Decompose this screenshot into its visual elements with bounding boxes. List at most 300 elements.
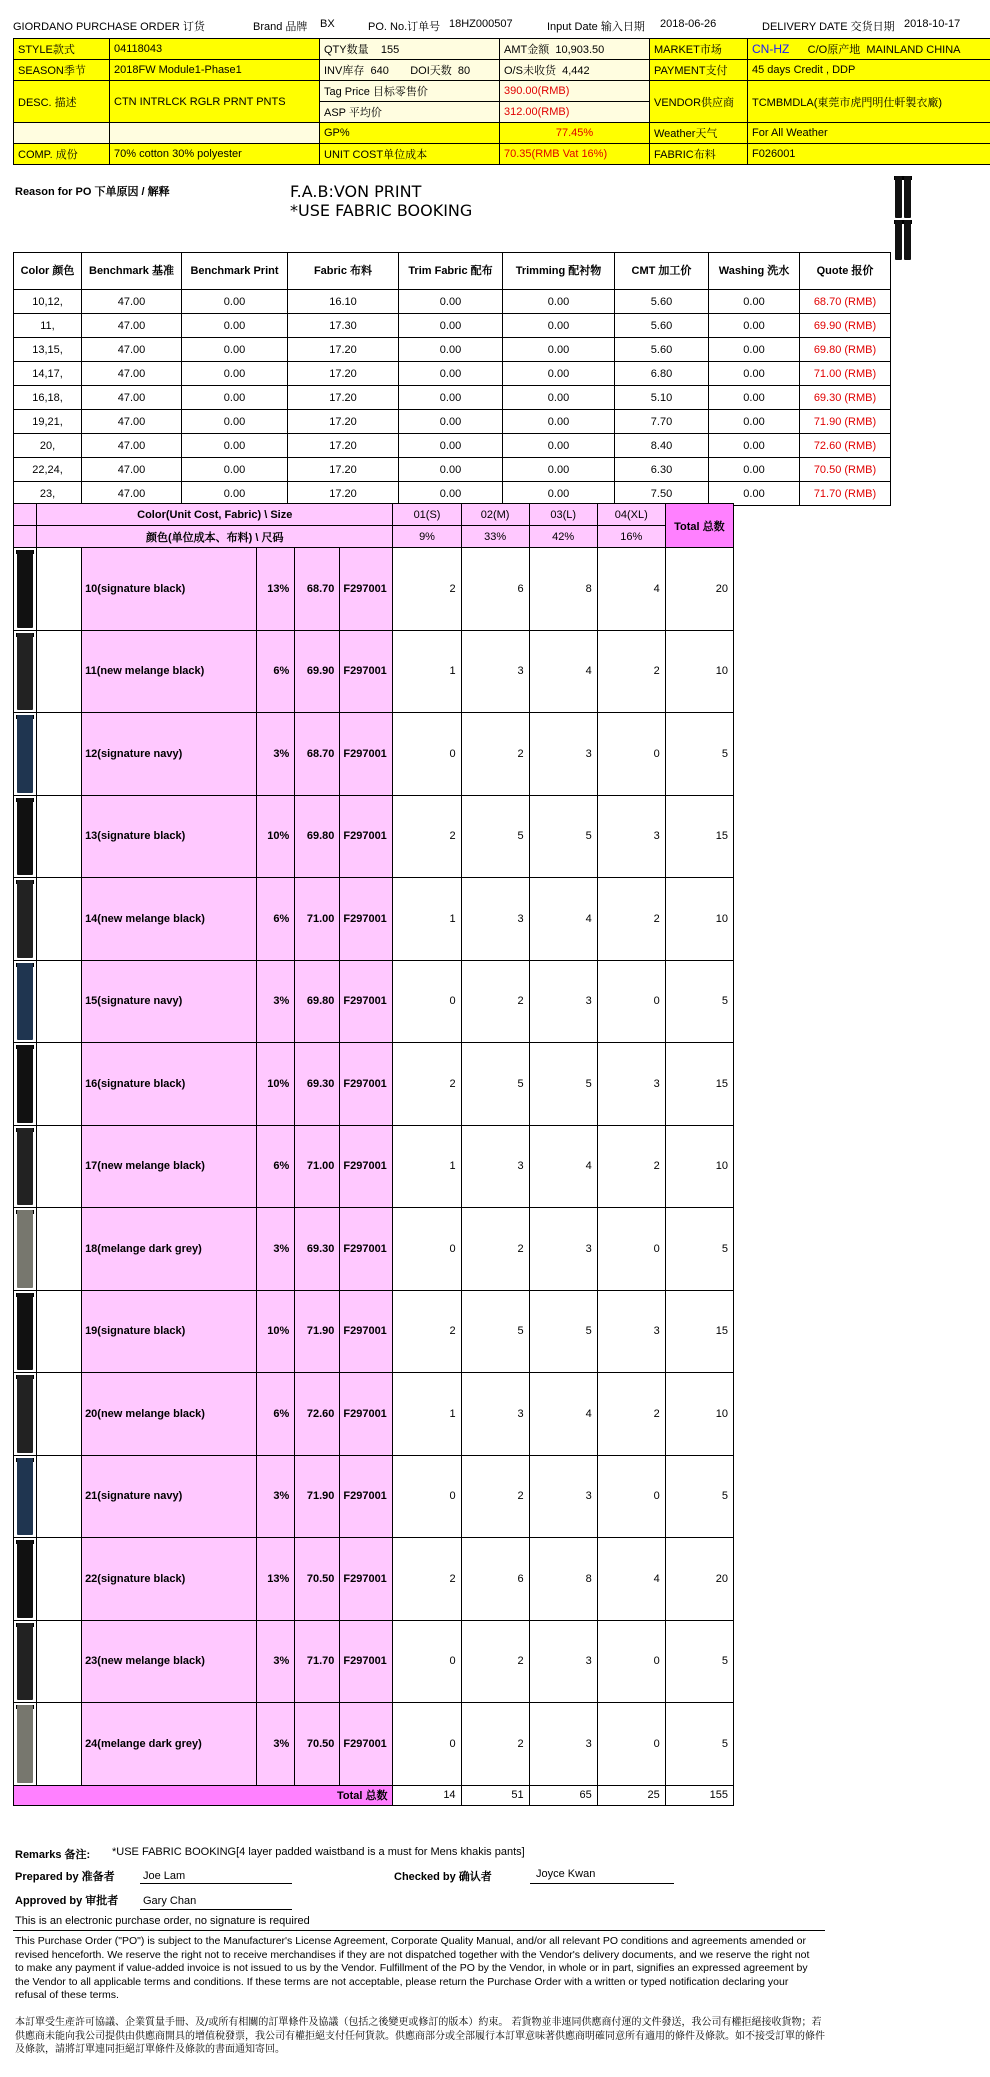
cost-cell: 0.00 xyxy=(709,482,800,506)
size-row-total: 5 xyxy=(665,1455,733,1538)
size-qty: 2 xyxy=(393,1290,461,1373)
cost-cell: 0.00 xyxy=(182,290,288,314)
cost-header-cell: Trimming 配衬物 xyxy=(503,253,615,290)
desc-value: CTN INTRLCK RGLR PRNT PNTS xyxy=(110,81,320,123)
size-qty: 0 xyxy=(393,1455,461,1538)
cost-cell: 0.00 xyxy=(503,362,615,386)
co-value: MAINLAND CHINA xyxy=(866,44,961,56)
cost-cell: 0.00 xyxy=(503,290,615,314)
size-fabric-code: F297001 xyxy=(340,1455,393,1538)
cost-cell: 70.50 (RMB) xyxy=(800,458,891,482)
cost-row xyxy=(14,290,891,314)
size-color-pct: 10% xyxy=(257,1043,295,1126)
cost-row xyxy=(14,482,891,506)
pants-thumbnail-icon xyxy=(16,1458,34,1536)
size-color-pct: 6% xyxy=(257,878,295,961)
size-color-pct: 3% xyxy=(257,1620,295,1703)
cost-cell: 17.20 xyxy=(288,362,399,386)
cost-cell: 47.00 xyxy=(82,386,182,410)
pants-thumbnail-icon xyxy=(16,798,34,876)
size-qty: 2 xyxy=(461,1620,529,1703)
size-row-total: 5 xyxy=(665,1208,733,1291)
size-qty: 0 xyxy=(597,1703,665,1786)
size-total-value: 65 xyxy=(529,1785,597,1805)
size-color-pct: 3% xyxy=(257,713,295,796)
cost-cell: 17.30 xyxy=(288,314,399,338)
size-qty: 2 xyxy=(597,1125,665,1208)
po-no-value: 18HZ000507 xyxy=(449,18,513,30)
cost-cell: 0.00 xyxy=(709,458,800,482)
cost-cell: 0.00 xyxy=(399,434,503,458)
size-qty: 2 xyxy=(461,713,529,796)
size-color-pct: 3% xyxy=(257,1455,295,1538)
size-fabric-code: F297001 xyxy=(340,1703,393,1786)
cost-cell: 0.00 xyxy=(709,434,800,458)
cost-cell: 0.00 xyxy=(709,386,800,410)
size-row-total: 5 xyxy=(665,960,733,1043)
input-date-value: 2018-06-26 xyxy=(660,18,717,30)
legal-terms-en: This Purchase Order ("PO") is subject to the Manufacturer's License Agreement, Corporate Quality Manual, and/or all relevant PO conditions and agreements amended or revised henceforth. We reserve the right not to receive merchandises if they are not dispatched together with the Vendor's delivery documents, and we reserve the right not to make any payment if value-added invoice is not issued to us by the Vendor. Fulfillment of the PO by the Vendor, in whole or in part, signifies an expressed agreement by the Vendor to all applicable terms and conditions. If these terms are not acceptable, please return the Purchase Order with a written or typed notification declaring your refusal of these terms. xyxy=(15,1935,810,2001)
payment-label: PAYMENT支付 xyxy=(650,60,748,81)
size-color-name: 15(signature navy) xyxy=(82,960,257,1043)
cost-cell: 0.00 xyxy=(709,338,800,362)
size-unit-cost: 70.50 xyxy=(295,1538,340,1621)
style-value: 04118043 xyxy=(110,39,320,60)
size-row-total: 5 xyxy=(665,1703,733,1786)
cost-cell: 47.00 xyxy=(82,290,182,314)
legal-terms-cn: 本訂單受生產許可協議、企業質量手冊、及/或所有相關的訂單條件及協議（包括之後變更或修訂的版本）約束。 若貨物並非連同供應商付運的文件發送，我公司有權拒絕接收貨物；若供應商未能向我公司提供由供應商開具的增值稅發票，我公司有權拒絕支付任何貨款。供應商部分或全部履行本訂單意味著供應商明確同意所有適用的條件及條款。如不接受訂單的條件及條款，請將訂單連同拒絕訂單條件及條款的書面通知寄回。 xyxy=(15,2017,825,2055)
cost-cell: 69.80 (RMB) xyxy=(800,338,891,362)
size-qty: 5 xyxy=(461,1290,529,1373)
cost-cell: 5.10 xyxy=(615,386,709,410)
approved-name: Gary Chan xyxy=(143,1895,197,1907)
cost-cell: 8.40 xyxy=(615,434,709,458)
cost-cell: 0.00 xyxy=(399,290,503,314)
size-row-total: 15 xyxy=(665,795,733,878)
size-fabric-code: F297001 xyxy=(340,1290,393,1373)
cost-cell: 68.70 (RMB) xyxy=(800,290,891,314)
cost-cell: 0.00 xyxy=(182,314,288,338)
cost-cell: 7.50 xyxy=(615,482,709,506)
cost-cell: 0.00 xyxy=(503,386,615,410)
prepared-name: Joe Lam xyxy=(143,1870,186,1882)
product-thumbnail-back xyxy=(894,220,912,260)
cost-cell: 0.00 xyxy=(399,410,503,434)
approved-label: Approved by 审批者 xyxy=(15,1895,119,1907)
pants-thumbnail-icon xyxy=(16,963,34,1041)
cost-cell: 0.00 xyxy=(182,458,288,482)
comp-label: COMP. 成份 xyxy=(14,144,110,165)
size-qty: 3 xyxy=(529,713,597,796)
size-row xyxy=(14,960,734,1043)
gp-value: 77.45% xyxy=(500,123,650,144)
pants-thumbnail-icon xyxy=(16,550,34,628)
tag-price-label: Tag Price 目标零售价 xyxy=(320,81,500,102)
size-unit-cost: 69.80 xyxy=(295,960,340,1043)
cost-header-cell: Benchmark Print xyxy=(182,253,288,290)
cost-cell: 19,21, xyxy=(14,410,82,434)
comp-value: 70% cotton 30% polyester xyxy=(110,144,320,165)
po-no-label: PO. No.订单号 xyxy=(368,21,441,33)
size-fabric-code: F297001 xyxy=(340,795,393,878)
size-qty: 8 xyxy=(529,548,597,631)
amt-value: 10,903.50 xyxy=(555,44,605,56)
cost-cell: 0.00 xyxy=(182,338,288,362)
cost-cell: 71.00 (RMB) xyxy=(800,362,891,386)
size-qty: 4 xyxy=(529,878,597,961)
divider xyxy=(13,1930,825,1931)
gp-label: GP% xyxy=(320,123,500,144)
cost-cell: 5.60 xyxy=(615,314,709,338)
size-fabric-code: F297001 xyxy=(340,630,393,713)
size-color-pct: 6% xyxy=(257,1373,295,1456)
size-qty: 3 xyxy=(529,960,597,1043)
inv-value: 640 xyxy=(370,65,389,77)
size-unit-cost: 71.90 xyxy=(295,1290,340,1373)
size-qty: 0 xyxy=(597,1208,665,1291)
size-col-xl: 04(XL) xyxy=(597,504,665,526)
size-color-pct: 10% xyxy=(257,1290,295,1373)
size-row xyxy=(14,1455,734,1538)
size-qty: 5 xyxy=(461,1043,529,1126)
cost-cell: 47.00 xyxy=(82,338,182,362)
size-col-m: 02(M) xyxy=(461,504,529,526)
cost-cell: 22,24, xyxy=(14,458,82,482)
size-qty: 6 xyxy=(461,1538,529,1621)
cost-cell: 47.00 xyxy=(82,434,182,458)
size-qty: 3 xyxy=(461,1125,529,1208)
size-qty: 0 xyxy=(393,1208,461,1291)
size-qty: 2 xyxy=(461,1208,529,1291)
fab-line: *USE FABRIC BOOKING xyxy=(290,201,473,220)
cost-cell: 5.60 xyxy=(615,338,709,362)
fab-line: F.A.B:VON PRINT xyxy=(290,182,422,201)
size-unit-cost: 70.50 xyxy=(295,1703,340,1786)
size-row xyxy=(14,1208,734,1291)
cost-cell: 72.60 (RMB) xyxy=(800,434,891,458)
size-color-pct: 3% xyxy=(257,1208,295,1291)
size-fabric-code: F297001 xyxy=(340,1125,393,1208)
swatch-cell xyxy=(14,1538,37,1621)
size-qty: 1 xyxy=(393,1125,461,1208)
swatch-cell xyxy=(14,878,37,961)
size-fabric-code: F297001 xyxy=(340,1538,393,1621)
swatch-cell xyxy=(14,1703,37,1786)
checked-label: Checked by 确认者 xyxy=(394,1871,492,1883)
cost-cell: 0.00 xyxy=(709,410,800,434)
size-fabric-code: F297001 xyxy=(340,713,393,796)
doi-label: DOI天数 xyxy=(410,65,452,77)
size-row xyxy=(14,1373,734,1456)
checked-name: Joyce Kwan xyxy=(536,1868,596,1880)
size-unit-cost: 69.90 xyxy=(295,630,340,713)
electronic-note: This is an electronic purchase order, no signature is required xyxy=(15,1915,310,1927)
size-qty: 3 xyxy=(461,630,529,713)
cost-row xyxy=(14,362,891,386)
cost-cell: 0.00 xyxy=(709,314,800,338)
cost-cell: 71.70 (RMB) xyxy=(800,482,891,506)
size-unit-cost: 69.30 xyxy=(295,1208,340,1291)
asp-value: 312.00(RMB) xyxy=(500,102,650,123)
weather-label: Weather天气 xyxy=(650,123,748,144)
cost-row xyxy=(14,410,891,434)
unit-cost-value: 70.35(RMB Vat 16%) xyxy=(500,144,650,165)
size-row-total: 10 xyxy=(665,630,733,713)
pants-thumbnail-icon xyxy=(16,1705,34,1783)
size-row-total: 10 xyxy=(665,878,733,961)
cost-cell: 6.30 xyxy=(615,458,709,482)
swatch-cell xyxy=(14,1043,37,1126)
prepared-label: Prepared by 准备者 xyxy=(15,1871,115,1883)
swatch-cell xyxy=(14,1125,37,1208)
size-unit-cost: 71.00 xyxy=(295,1125,340,1208)
size-unit-cost: 69.30 xyxy=(295,1043,340,1126)
size-qty: 3 xyxy=(529,1620,597,1703)
size-row xyxy=(14,1538,734,1621)
cost-breakdown-table xyxy=(13,252,891,506)
qty-label: QTY数量 xyxy=(324,44,369,56)
size-qty: 1 xyxy=(393,878,461,961)
size-col-s: 01(S) xyxy=(393,504,461,526)
size-qty: 1 xyxy=(393,1373,461,1456)
cost-row xyxy=(14,458,891,482)
cost-cell: 5.60 xyxy=(615,290,709,314)
cost-cell: 0.00 xyxy=(399,314,503,338)
size-color-name: 19(signature black) xyxy=(82,1290,257,1373)
cost-cell: 11, xyxy=(14,314,82,338)
size-qty: 2 xyxy=(461,1455,529,1538)
size-row xyxy=(14,630,734,713)
size-total-value: 14 xyxy=(393,1785,461,1805)
cost-header-cell: Quote 报价 xyxy=(800,253,891,290)
size-qty: 4 xyxy=(597,1538,665,1621)
cost-cell: 0.00 xyxy=(182,434,288,458)
cost-cell: 0.00 xyxy=(399,362,503,386)
size-color-name: 14(new melange black) xyxy=(82,878,257,961)
size-fabric-code: F297001 xyxy=(340,1208,393,1291)
swatch-cell xyxy=(14,1208,37,1291)
cost-cell: 16,18, xyxy=(14,386,82,410)
size-row xyxy=(14,548,734,631)
size-qty: 3 xyxy=(529,1455,597,1538)
size-total-row xyxy=(14,1785,734,1805)
size-qty: 2 xyxy=(461,960,529,1043)
cost-cell: 69.30 (RMB) xyxy=(800,386,891,410)
size-total-value: 51 xyxy=(461,1785,529,1805)
cost-cell: 47.00 xyxy=(82,482,182,506)
cost-cell: 0.00 xyxy=(709,290,800,314)
size-unit-cost: 69.80 xyxy=(295,795,340,878)
co-label: C/O原产地 xyxy=(807,44,861,56)
checked-signature-line xyxy=(530,1883,674,1884)
cost-cell: 47.00 xyxy=(82,314,182,338)
size-unit-cost: 68.70 xyxy=(295,548,340,631)
size-qty: 4 xyxy=(529,1125,597,1208)
size-color-pct: 13% xyxy=(257,1538,295,1621)
cost-cell: 7.70 xyxy=(615,410,709,434)
size-color-pct: 3% xyxy=(257,960,295,1043)
size-qty: 2 xyxy=(393,795,461,878)
size-unit-cost: 68.70 xyxy=(295,713,340,796)
remarks-text: *USE FABRIC BOOKING[4 layer padded waistband is a must for Mens khakis pants] xyxy=(112,1846,525,1858)
size-head-en: Color(Unit Cost, Fabric) \ Size xyxy=(37,504,393,526)
size-col-l: 03(L) xyxy=(529,504,597,526)
size-ratio-xl: 16% xyxy=(597,526,665,548)
cost-row xyxy=(14,386,891,410)
size-qty: 5 xyxy=(529,1043,597,1126)
size-color-name: 13(signature black) xyxy=(82,795,257,878)
tag-price-value: 390.00(RMB) xyxy=(500,81,650,102)
size-color-name: 16(signature black) xyxy=(82,1043,257,1126)
size-total-label: Total 总数 xyxy=(14,1785,393,1805)
market-label: MARKET市场 xyxy=(650,39,748,60)
size-fabric-code: F297001 xyxy=(340,1620,393,1703)
pants-thumbnail-icon xyxy=(16,633,34,711)
cost-cell: 14,17, xyxy=(14,362,82,386)
swatch-cell xyxy=(14,795,37,878)
size-color-name: 23(new melange black) xyxy=(82,1620,257,1703)
size-row xyxy=(14,1043,734,1126)
pants-thumbnail-icon xyxy=(16,1623,34,1701)
size-total-header: Total 总数 xyxy=(665,504,733,548)
size-row-total: 20 xyxy=(665,1538,733,1621)
size-row xyxy=(14,1620,734,1703)
cost-cell: 17.20 xyxy=(288,482,399,506)
prepared-signature-line xyxy=(140,1883,292,1884)
size-ratio-l: 42% xyxy=(529,526,597,548)
size-qty: 3 xyxy=(529,1208,597,1291)
pants-thumbnail-icon xyxy=(16,1128,34,1206)
market-value: CN-HZ xyxy=(752,42,790,56)
size-total-value: 25 xyxy=(597,1785,665,1805)
cost-cell: 0.00 xyxy=(399,482,503,506)
input-date-label: Input Date 输入日期 xyxy=(547,21,645,33)
os-value: 4,442 xyxy=(562,65,590,77)
size-row xyxy=(14,1290,734,1373)
swatch-cell xyxy=(14,713,37,796)
cost-cell: 0.00 xyxy=(503,410,615,434)
unit-cost-label: UNIT COST单位成本 xyxy=(320,144,500,165)
season-value: 2018FW Module1-Phase1 xyxy=(110,60,320,81)
swatch-cell xyxy=(14,630,37,713)
size-unit-cost: 71.90 xyxy=(295,1455,340,1538)
size-color-pct: 13% xyxy=(257,548,295,631)
cost-cell: 69.90 (RMB) xyxy=(800,314,891,338)
size-qty: 0 xyxy=(597,713,665,796)
swatch-cell xyxy=(14,960,37,1043)
payment-value: 45 days Credit , DDP xyxy=(748,60,990,81)
size-row xyxy=(14,1125,734,1208)
cost-cell: 0.00 xyxy=(182,410,288,434)
size-fabric-code: F297001 xyxy=(340,960,393,1043)
size-qty: 0 xyxy=(393,960,461,1043)
size-color-pct: 6% xyxy=(257,1125,295,1208)
size-color-name: 20(new melange black) xyxy=(82,1373,257,1456)
size-qty: 1 xyxy=(393,630,461,713)
cost-cell: 0.00 xyxy=(182,362,288,386)
cost-cell: 71.90 (RMB) xyxy=(800,410,891,434)
size-color-name: 22(signature black) xyxy=(82,1538,257,1621)
size-color-name: 10(signature black) xyxy=(82,548,257,631)
swatch-cell xyxy=(14,1455,37,1538)
size-color-pct: 10% xyxy=(257,795,295,878)
cost-cell: 20, xyxy=(14,434,82,458)
size-qty: 3 xyxy=(597,1290,665,1373)
cost-cell: 0.00 xyxy=(503,482,615,506)
size-row-total: 20 xyxy=(665,548,733,631)
size-qty: 4 xyxy=(529,1373,597,1456)
size-qty: 2 xyxy=(597,630,665,713)
size-qty: 2 xyxy=(597,1373,665,1456)
vendor-label: VENDOR供应商 xyxy=(650,81,748,123)
cost-cell: 47.00 xyxy=(82,362,182,386)
remarks-label: Remarks 备注: xyxy=(15,1849,91,1861)
size-qty: 5 xyxy=(529,1290,597,1373)
cost-cell: 17.20 xyxy=(288,386,399,410)
cost-cell: 0.00 xyxy=(503,314,615,338)
cost-cell: 0.00 xyxy=(503,434,615,458)
cost-cell: 0.00 xyxy=(709,362,800,386)
size-color-pct: 6% xyxy=(257,630,295,713)
cost-cell: 47.00 xyxy=(82,458,182,482)
size-color-name: 17(new melange black) xyxy=(82,1125,257,1208)
size-qty: 0 xyxy=(597,1620,665,1703)
cost-cell: 0.00 xyxy=(399,338,503,362)
pants-thumbnail-icon xyxy=(16,1210,34,1288)
approved-signature-line xyxy=(140,1909,292,1910)
size-row xyxy=(14,878,734,961)
pants-thumbnail-icon xyxy=(16,1045,34,1123)
size-qty: 3 xyxy=(529,1703,597,1786)
cost-cell: 16.10 xyxy=(288,290,399,314)
size-qty: 0 xyxy=(393,1620,461,1703)
cost-cell: 47.00 xyxy=(82,410,182,434)
delivery-date-label: DELIVERY DATE 交货日期 xyxy=(762,21,895,33)
size-breakdown-table xyxy=(13,503,734,1806)
size-qty: 0 xyxy=(393,1703,461,1786)
size-color-name: 21(signature navy) xyxy=(82,1455,257,1538)
cost-cell: 17.20 xyxy=(288,458,399,482)
size-qty: 8 xyxy=(529,1538,597,1621)
size-qty: 4 xyxy=(529,630,597,713)
size-qty: 3 xyxy=(461,1373,529,1456)
cost-cell: 6.80 xyxy=(615,362,709,386)
swatch-cell xyxy=(14,1373,37,1456)
cost-header-cell: Color 颜色 xyxy=(14,253,82,290)
cost-cell: 0.00 xyxy=(503,458,615,482)
size-fabric-code: F297001 xyxy=(340,878,393,961)
size-qty: 2 xyxy=(461,1703,529,1786)
size-qty: 2 xyxy=(597,878,665,961)
cost-cell: 10,12, xyxy=(14,290,82,314)
size-row xyxy=(14,1703,734,1786)
cost-cell: 17.20 xyxy=(288,338,399,362)
size-qty: 3 xyxy=(597,795,665,878)
asp-label: ASP 平均价 xyxy=(320,102,500,123)
swatch-cell xyxy=(14,1290,37,1373)
size-qty: 0 xyxy=(393,713,461,796)
pants-thumbnail-icon xyxy=(16,1293,34,1371)
size-fabric-code: F297001 xyxy=(340,1373,393,1456)
cost-cell: 0.00 xyxy=(399,386,503,410)
size-qty: 0 xyxy=(597,960,665,1043)
size-qty: 4 xyxy=(597,548,665,631)
size-qty: 3 xyxy=(461,878,529,961)
size-color-name: 11(new melange black) xyxy=(82,630,257,713)
size-ratio-m: 33% xyxy=(461,526,529,548)
cost-header-cell: CMT 加工价 xyxy=(615,253,709,290)
size-color-pct: 3% xyxy=(257,1703,295,1786)
